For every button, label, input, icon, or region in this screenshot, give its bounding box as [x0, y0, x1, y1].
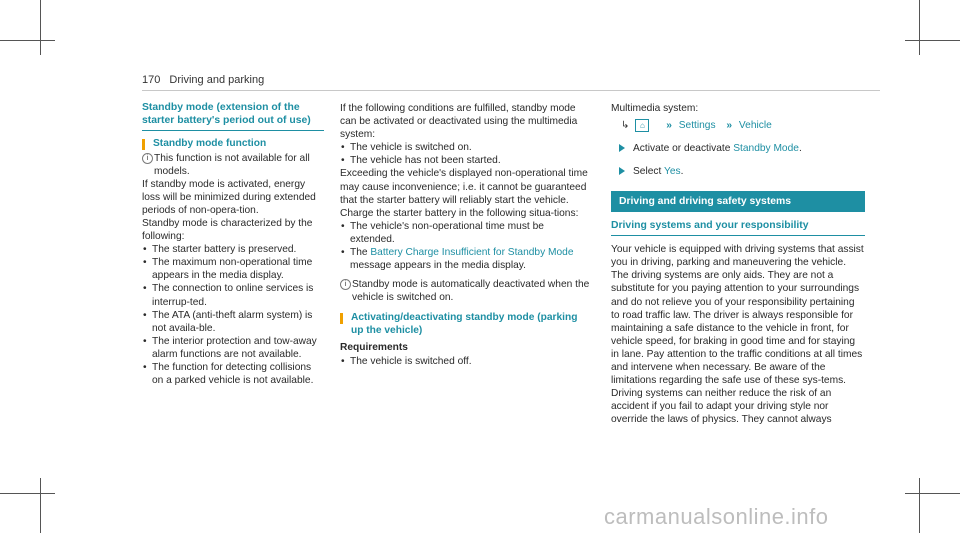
list-item — [340, 246, 590, 272]
message-link[interactable]: Battery Charge Insufficient for Standby Mode — [370, 247, 574, 259]
list-item: • The starter battery is preserved. — [142, 243, 324, 256]
action-text: . — [798, 143, 802, 155]
column-2 — [340, 102, 590, 368]
paragraph: If standby mode is activated, energy loss will be minimized during extended periods of non-opera-tion. — [142, 178, 316, 216]
action-step — [611, 142, 865, 155]
menu-item-settings[interactable]: Settings — [678, 120, 716, 132]
section-title: Driving systems and your responsibility — [611, 220, 865, 237]
column-3 — [611, 102, 865, 426]
paragraph: If the following conditions are fulfilled, standby mode can be activated or deactivated using the multimedia system: — [340, 103, 578, 141]
requirements-label: Requirements — [340, 342, 408, 354]
paragraph: Exceeding the vehicle's displayed non-operational time may cause inconvenience; i.e. it cannot be guaranteed that the starter battery will reliably start the vehicle. — [340, 168, 588, 206]
bullet-list — [340, 141, 590, 167]
home-icon[interactable]: ⌂ — [635, 119, 649, 132]
paragraph: Standby mode is characterized by the following: — [142, 217, 313, 243]
crop-mark — [905, 493, 960, 494]
note — [340, 278, 590, 304]
list-item-text: The — [350, 247, 371, 259]
chapter-banner: Driving and driving safety systems — [611, 191, 865, 212]
list-item-text: message appears in the media display. — [350, 260, 526, 272]
info-icon: i — [142, 153, 153, 164]
crop-mark — [919, 0, 920, 55]
list-item: • The connection to online services is interrup-ted. — [142, 282, 324, 308]
menu-item-vehicle[interactable]: Vehicle — [738, 120, 772, 132]
bullet-list — [340, 355, 590, 368]
crop-mark — [905, 40, 960, 41]
crop-mark — [40, 0, 41, 55]
bullet-list — [340, 220, 590, 272]
paragraph: Multimedia system: — [611, 103, 699, 114]
bullet-list — [142, 243, 324, 387]
note — [142, 152, 324, 178]
list-item: • The maximum non-operational time appears in the media display. — [142, 256, 324, 282]
section-title: Standby mode (extension of the starter battery's period out of use) — [142, 102, 324, 131]
standby-mode-link[interactable]: Standby Mode — [733, 143, 799, 155]
menu-path — [621, 119, 865, 132]
note-text: This function is not available for all models. — [154, 152, 310, 177]
chevron-right-icon: » — [726, 120, 733, 132]
crop-mark — [40, 478, 41, 533]
crop-mark — [0, 40, 55, 41]
list-item: • The vehicle is switched off. — [340, 355, 590, 368]
action-text: Activate or deactivate — [633, 143, 734, 155]
list-item: • The function for detecting collisions on a parked vehicle is not available. — [142, 361, 324, 387]
action-triangle-icon — [619, 167, 625, 175]
header-rule — [142, 90, 880, 91]
subsection-title: Activating/deactivating standby mode (parking up the vehicle) — [340, 312, 590, 337]
section-name: Driving and parking — [169, 74, 265, 86]
crop-mark — [0, 493, 55, 494]
action-triangle-icon — [619, 144, 625, 152]
paragraph: Driving systems can neither reduce the risk of an accident if you fail to adapt your driving style nor override the laws of physics. They cannot always — [611, 388, 832, 426]
action-step — [611, 165, 865, 178]
chevron-right-icon: » — [666, 120, 672, 132]
paragraph: Your vehicle is equipped with driving systems that assist you in driving, parking and maneuvering the vehicle. The driving systems are only aids. They are not a substitute for you paying attention to your surroundings and do not relieve you of your responsibility pertaining to road traffic law. The driver is always responsible for maintaining a safe distance to the vehicle in front, for vehicle speed, for braking in good time and for staying in lane. Pay attention to the traffic conditions at all times and intervene when necessary. Be aware of the limitations regarding the safe use of these sys-tems. — [611, 244, 864, 387]
page-header — [142, 74, 264, 86]
list-item: • The vehicle is switched on. — [340, 141, 590, 154]
watermark: carmanualsonline.info — [604, 504, 829, 529]
column-1 — [142, 102, 324, 387]
path-arrow-icon: ↳ — [621, 120, 630, 132]
subsection-title: Standby mode function — [142, 138, 324, 151]
info-icon: i — [340, 279, 351, 290]
list-item: • The interior protection and tow-away alarm functions are not available. — [142, 335, 324, 361]
list-item: • The ATA (anti-theft alarm system) is not availa-ble. — [142, 309, 324, 335]
action-text: . — [680, 166, 684, 178]
action-text: Select — [633, 166, 664, 178]
note-text: Standby mode is automatically deactivated when the vehicle is switched on. — [352, 279, 590, 304]
list-item: • The vehicle has not been started. — [340, 154, 590, 167]
list-item: • The vehicle's non-operational time must be extended. — [340, 220, 590, 246]
page-number: 170 — [142, 74, 161, 86]
crop-mark — [919, 478, 920, 533]
paragraph: Charge the starter battery in the following situa-tions: — [340, 207, 579, 219]
yes-option-link[interactable]: Yes — [663, 166, 681, 178]
